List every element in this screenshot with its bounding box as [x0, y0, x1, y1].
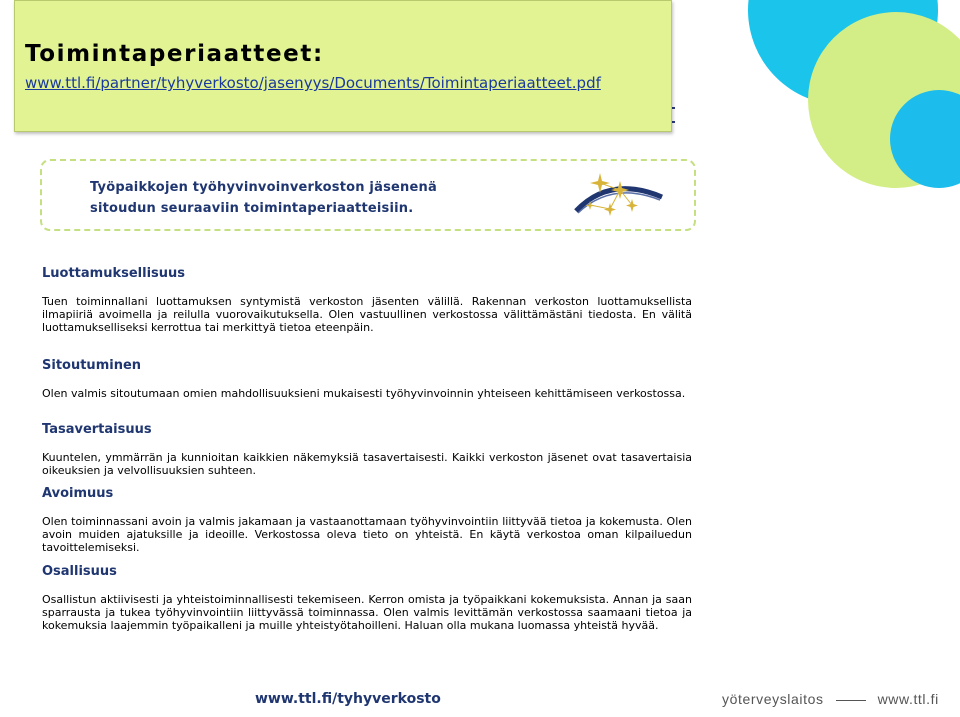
- slide-title: Toimintaperiaatteet:: [25, 41, 324, 67]
- section-luottamuksellisuus: [42, 266, 692, 334]
- section-text: Tuen toiminnallani luottamuksen syntymistä verkoston jäsenten välillä. Rakennan verkoston luottamuksellista ilmapiiriä avoimella ja reilulla vuorovaikutuksella. Olen vastuullinen verkostossa välittämästäni tiedosta. En välitä luottamukselliseksi kerrottua tai merkittyä tietoa eteenpäin.: [42, 295, 692, 334]
- section-heading: Osallisuus: [42, 564, 117, 579]
- footer-url: www.ttl.fi: [877, 691, 939, 707]
- document-header-line-2: sitoudun seuraaviin toimintaperiaatteisiin.: [90, 201, 414, 216]
- section-heading: Tasavertaisuus: [42, 422, 152, 437]
- section-text: Kuuntelen, ymmärrän ja kunnioitan kaikkien näkemyksiä tasavertaisesti. Kaikki verkoston jäsenet ovat tasavertaisia oikeuksien ja velvollisuuksien suhteen.: [42, 451, 692, 477]
- footer-divider: [836, 700, 866, 701]
- document-footer-url: www.ttl.fi/tyhyverkosto: [255, 691, 441, 707]
- stars-arc-logo-icon: [570, 167, 666, 223]
- document-header-box: [40, 159, 696, 231]
- title-callout: [14, 0, 672, 132]
- section-heading: Luottamuksellisuus: [42, 266, 186, 281]
- document-header-line-1: Työpaikkojen työhyvinvoinverkoston jäsenenä: [90, 180, 437, 195]
- slide-footer: [722, 691, 939, 707]
- section-osallisuus: [42, 564, 692, 632]
- document-link[interactable]: www.ttl.fi/partner/tyhyverkosto/jasenyys/Documents/Toimintaperiaatteet.pdf: [25, 74, 601, 92]
- section-heading: Avoimuus: [42, 486, 114, 501]
- section-tasavertaisuus: [42, 422, 692, 477]
- section-avoimuus: [42, 486, 692, 554]
- section-sitoutuminen: [42, 358, 692, 400]
- section-text: Osallistun aktiivisesti ja yhteistoiminnallisesti tekemiseen. Kerron omista ja työpaikkani kokemuksista. Annan ja saan sparrausta ja tukea työhyvinvointiin liittyvässä toiminnassa. Olen valmis levittämän verkostossa saamaani tietoa ja kokemuksia laajemmin työpaikalleni ja muille yhteistyötahoilleni. Haluan olla mukana luomassa yhteistä hyvää.: [42, 593, 692, 632]
- section-text: Olen valmis sitoutumaan omien mahdollisuuksieni mukaisesti työhyvinvoinnin yhteiseen kehittämiseen verkostossa.: [42, 387, 686, 400]
- section-heading: Sitoutuminen: [42, 358, 142, 373]
- footer-organization: yöterveyslaitos: [722, 691, 824, 707]
- section-text: Olen toiminnassani avoin ja valmis jakamaan ja vastaanottamaan työhyvinvointiin liittyvää tietoa ja kokemusta. Olen avoin muiden ajatuksille ja ideoille. Verkostossa oleva tieto on yhteistä. En käytä verkostoa oman kilpailuedun tavoittelemiseksi.: [42, 515, 692, 554]
